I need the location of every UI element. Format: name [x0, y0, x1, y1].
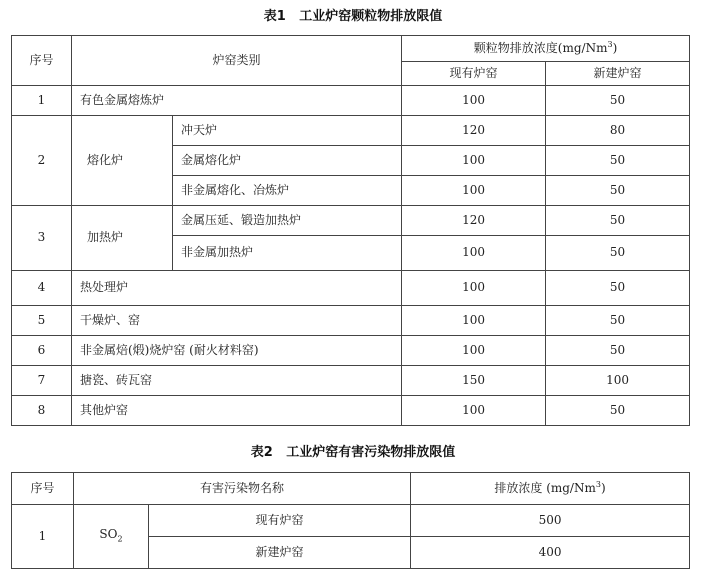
table-row	[12, 271, 690, 306]
row-existing: 100	[402, 336, 546, 366]
row-seq: 4	[12, 271, 72, 306]
row-subname: 非金属加热炉	[173, 236, 402, 271]
row-existing: 120	[402, 206, 546, 236]
header-concentration-unit-sup: 3	[595, 480, 601, 490]
header-existing: 现有炉窑	[402, 62, 546, 86]
row-existing: 100	[402, 396, 546, 426]
row-new: 50	[546, 396, 690, 426]
table-row	[12, 306, 690, 336]
table-row	[12, 86, 690, 116]
row-new: 50	[546, 236, 690, 271]
header-seq: 序号	[12, 36, 72, 86]
table-row	[12, 116, 690, 146]
row-subname: 冲天炉	[173, 116, 402, 146]
row-subname: 金属压延、锻造加热炉	[173, 206, 402, 236]
header-concentration-text: 颗粒物排放浓度(mg/Nm	[473, 41, 608, 56]
row-existing: 100	[402, 306, 546, 336]
table-row	[12, 396, 690, 426]
row-existing: 150	[402, 366, 546, 396]
row-subname: 非金属熔化、冶炼炉	[173, 176, 402, 206]
row-seq: 6	[12, 336, 72, 366]
row-new: 50	[546, 271, 690, 306]
row-existing: 120	[402, 116, 546, 146]
row-new: 80	[546, 116, 690, 146]
table1-caption: 表1 工业炉窑颗粒物排放限值	[263, 9, 443, 24]
row-pollutant	[74, 505, 149, 569]
row-new: 50	[546, 176, 690, 206]
table2-caption: 表2 工业炉窑有害污染物排放限值	[250, 445, 456, 460]
row-seq: 1	[12, 86, 72, 116]
header-concentration	[402, 36, 690, 62]
row-subname: 现有炉窑	[149, 505, 411, 537]
row-value: 500	[411, 505, 690, 537]
header-concentration	[411, 473, 690, 505]
table1-header-row	[12, 36, 690, 62]
table-row	[12, 336, 690, 366]
table-row	[12, 505, 690, 537]
row-existing: 100	[402, 146, 546, 176]
header-pollutant-name: 有害污染物名称	[74, 473, 411, 505]
header-new: 新建炉窑	[546, 62, 690, 86]
row-existing: 100	[402, 271, 546, 306]
row-name: 其他炉窑	[72, 396, 402, 426]
row-new: 50	[546, 206, 690, 236]
header-concentration-close: )	[612, 41, 618, 56]
row-name: 干燥炉、窑	[72, 306, 402, 336]
header-concentration-text: 排放浓度 (mg/Nm	[494, 481, 596, 496]
row-value: 400	[411, 537, 690, 569]
row-new: 50	[546, 336, 690, 366]
row-seq: 5	[12, 306, 72, 336]
row-seq: 7	[12, 366, 72, 396]
row-group: 加热炉	[72, 206, 173, 271]
table-row	[12, 206, 690, 236]
header-seq: 序号	[12, 473, 74, 505]
table2	[11, 472, 690, 569]
row-subname: 金属熔化炉	[173, 146, 402, 176]
table-row	[12, 366, 690, 396]
row-name: 非金属焙(煅)烧炉窑 (耐火材料窑)	[72, 336, 402, 366]
header-concentration-unit-sup: 3	[607, 40, 613, 50]
row-seq: 1	[12, 505, 74, 569]
row-new: 100	[546, 366, 690, 396]
row-existing: 100	[402, 86, 546, 116]
row-seq: 2	[12, 116, 72, 206]
row-existing: 100	[402, 176, 546, 206]
header-category: 炉窑类别	[72, 36, 402, 86]
row-seq: 8	[12, 396, 72, 426]
row-new: 50	[546, 146, 690, 176]
row-seq: 3	[12, 206, 72, 271]
row-name: 搪瓷、砖瓦窑	[72, 366, 402, 396]
row-new: 50	[546, 306, 690, 336]
row-name: 有色金属熔炼炉	[72, 86, 402, 116]
row-group: 熔化炉	[72, 116, 173, 206]
row-subname: 新建炉窑	[149, 537, 411, 569]
pollutant-formula-sub: 2	[117, 534, 123, 544]
header-concentration-close: )	[600, 481, 606, 496]
row-name: 热处理炉	[72, 271, 402, 306]
pollutant-formula: SO	[99, 527, 118, 542]
row-existing: 100	[402, 236, 546, 271]
table1	[11, 35, 690, 426]
table2-header-row	[12, 473, 690, 505]
row-new: 50	[546, 86, 690, 116]
